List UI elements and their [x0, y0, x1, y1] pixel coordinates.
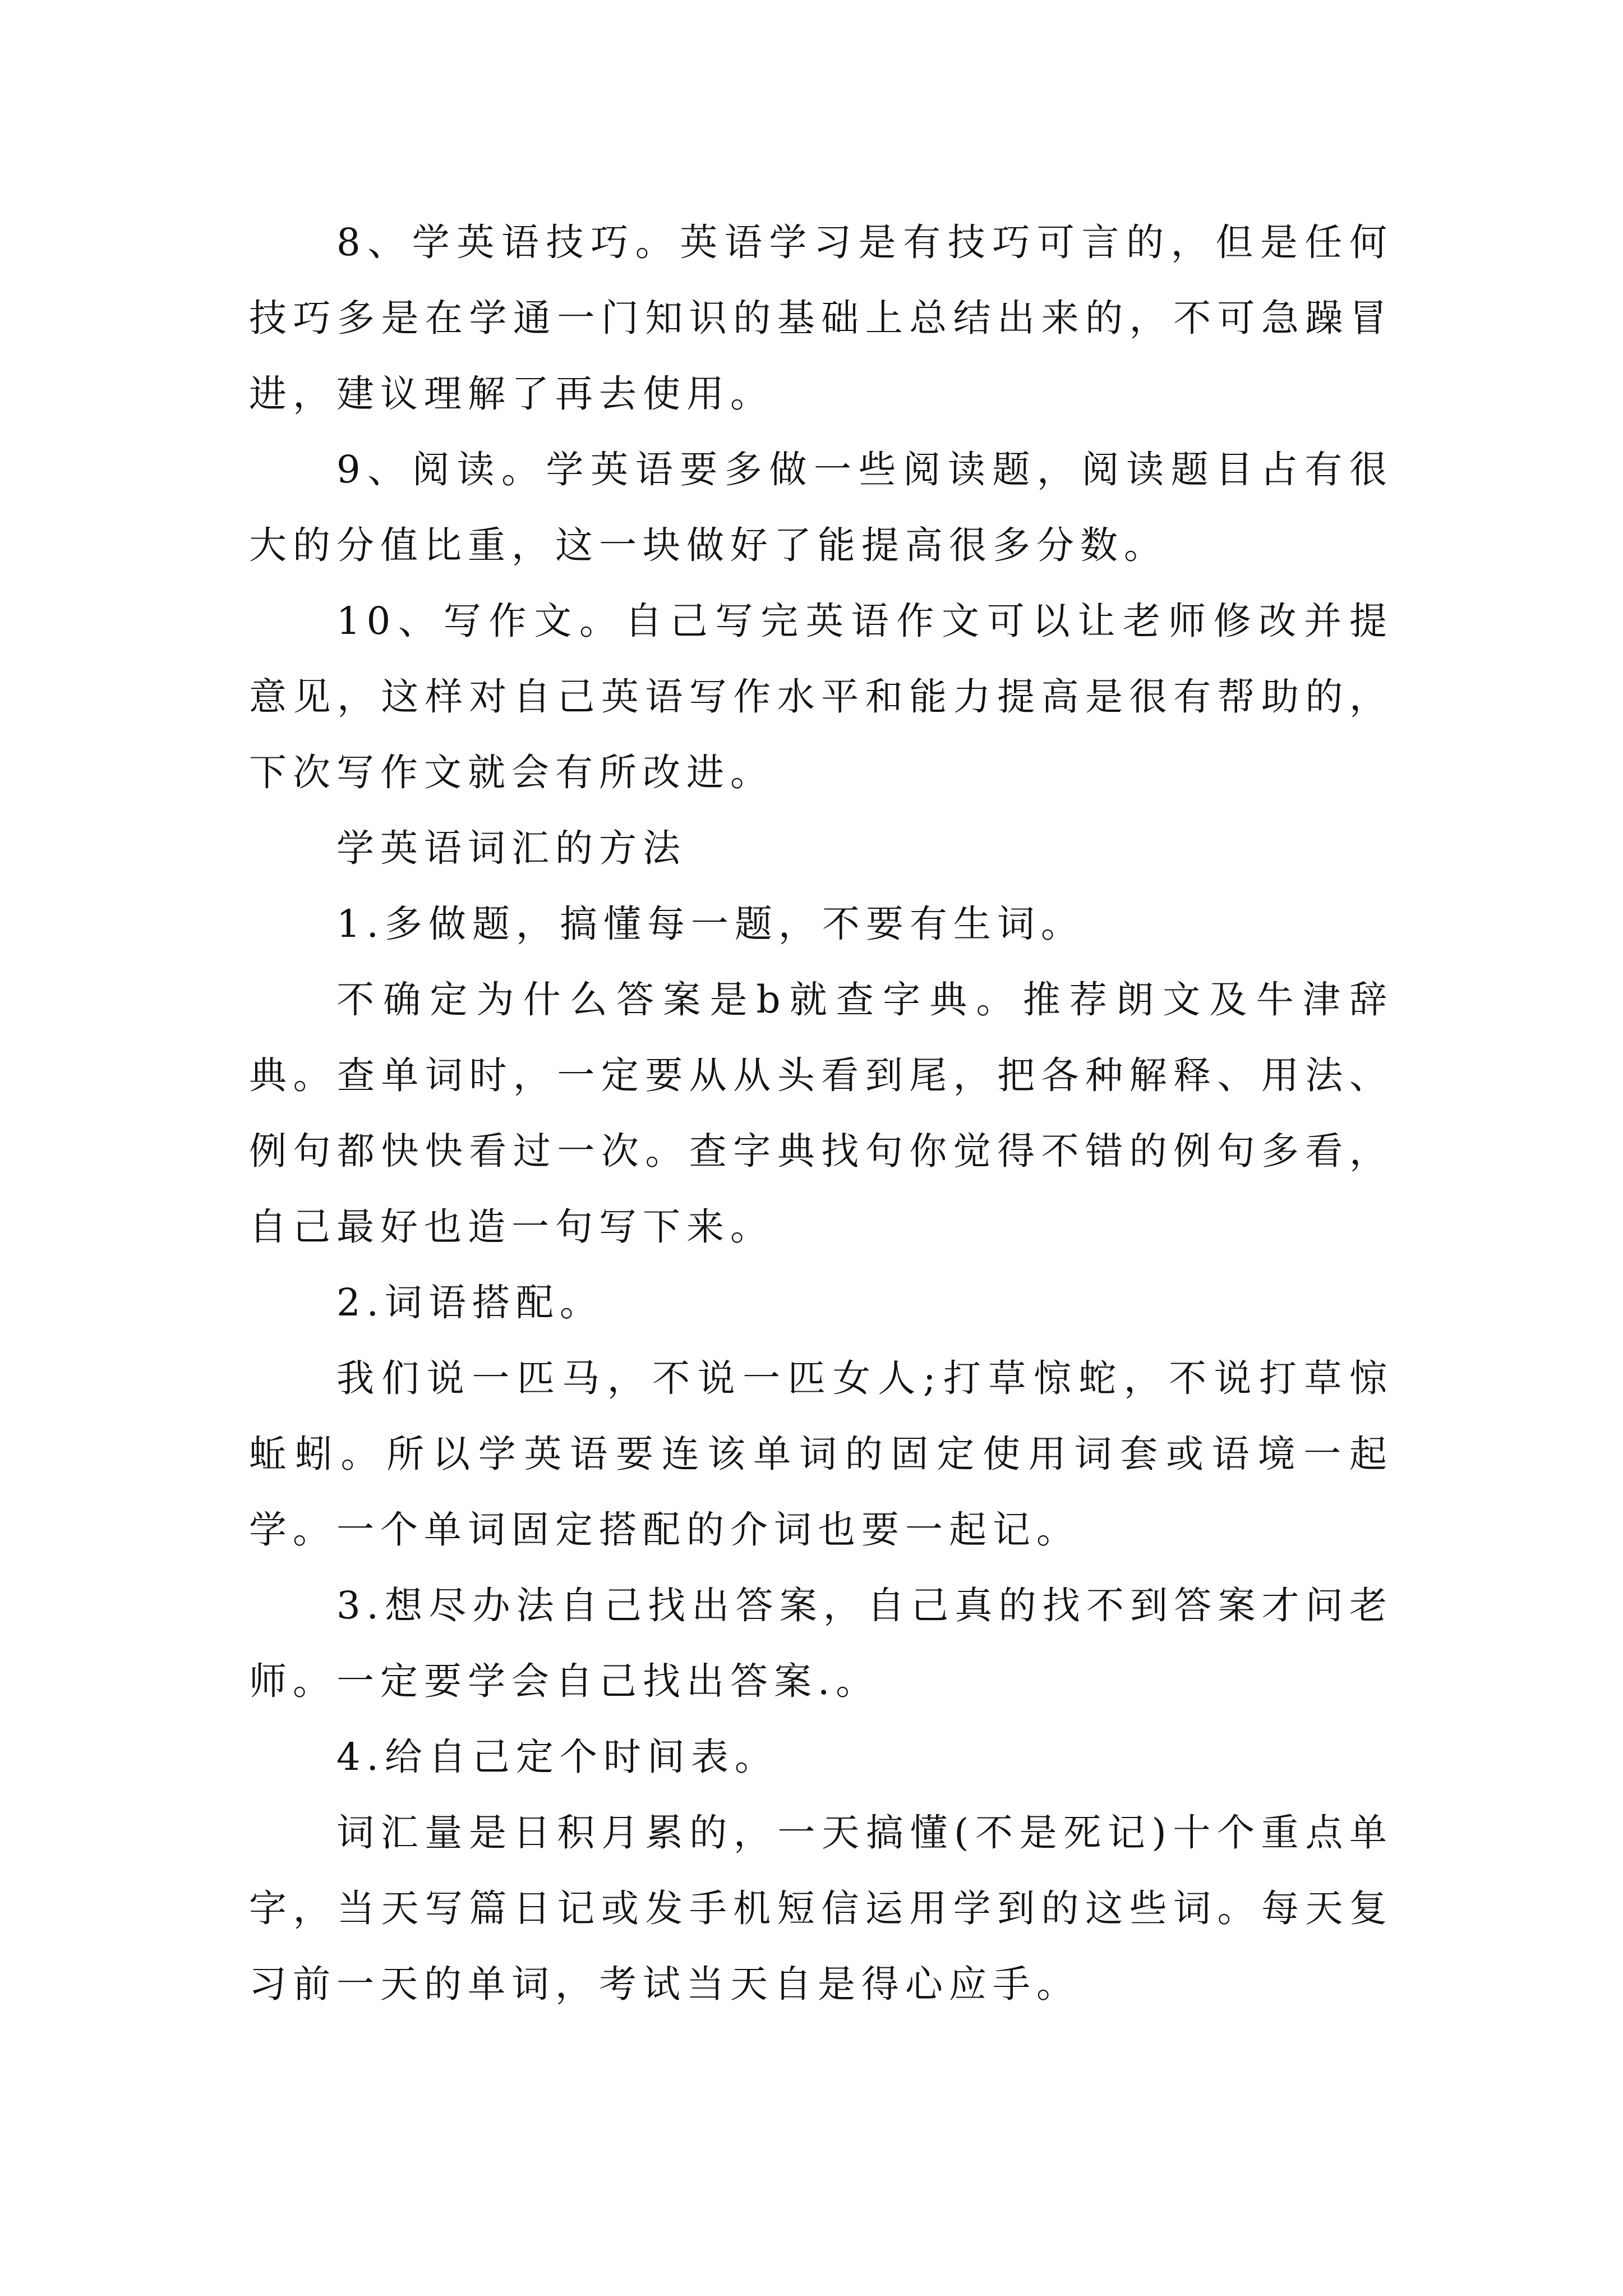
method-2-body: 我们说一匹马，不说一匹女人;打草惊蛇，不说打草惊蚯蚓。所以学英语要连该单词的固定使用词套或语境一起学。一个单词固定搭配的介词也要一起记。 [249, 1356, 1393, 1552]
method-4-body: 词汇量是日积月累的，一天搞懂(不是死记)十个重点单字，当天写篇日记或发手机短信运用学到的这些词。每天复习前一天的单词，考试当天自是得心应手。 [249, 1811, 1393, 2006]
paragraph-tip-9: 9、阅读。学英语要多做一些阅读题，阅读题目占有很大的分值比重，这一块做好了能提高很多分数。 [249, 448, 1393, 567]
method-3-title: 3.想尽办法自己找出答案，自己真的找不到答案才问老师。一定要学会自己找出答案.。 [249, 1584, 1393, 1703]
paragraph-tip-8: 8、学英语技巧。英语学习是有技巧可言的，但是任何技巧多是在学通一门知识的基础上总结出来的，不可急躁冒进，建议理解了再去使用。 [249, 220, 1393, 416]
method-1-body: 不确定为什么答案是b就查字典。推荐朗文及牛津辞典。查单词时，一定要从从头看到尾，把各种解释、用法、例句都快快看过一次。查字典找句你觉得不错的例句多看，自己最好也造一句写下来。 [249, 978, 1393, 1249]
method-1-title: 1.多做题，搞懂每一题，不要有生词。 [336, 902, 1085, 946]
method-2-title: 2.词语搭配。 [336, 1281, 603, 1324]
section-heading: 学英语词汇的方法 [336, 826, 686, 870]
document-body [249, 205, 1393, 2022]
method-4-title: 4.给自己定个时间表。 [336, 1735, 778, 1779]
paragraph-tip-10: 10、写作文。自己写完英语作文可以让老师修改并提意见，这样对自己英语写作水平和能力提高是很有帮助的，下次写作文就会有所改进。 [249, 599, 1393, 794]
